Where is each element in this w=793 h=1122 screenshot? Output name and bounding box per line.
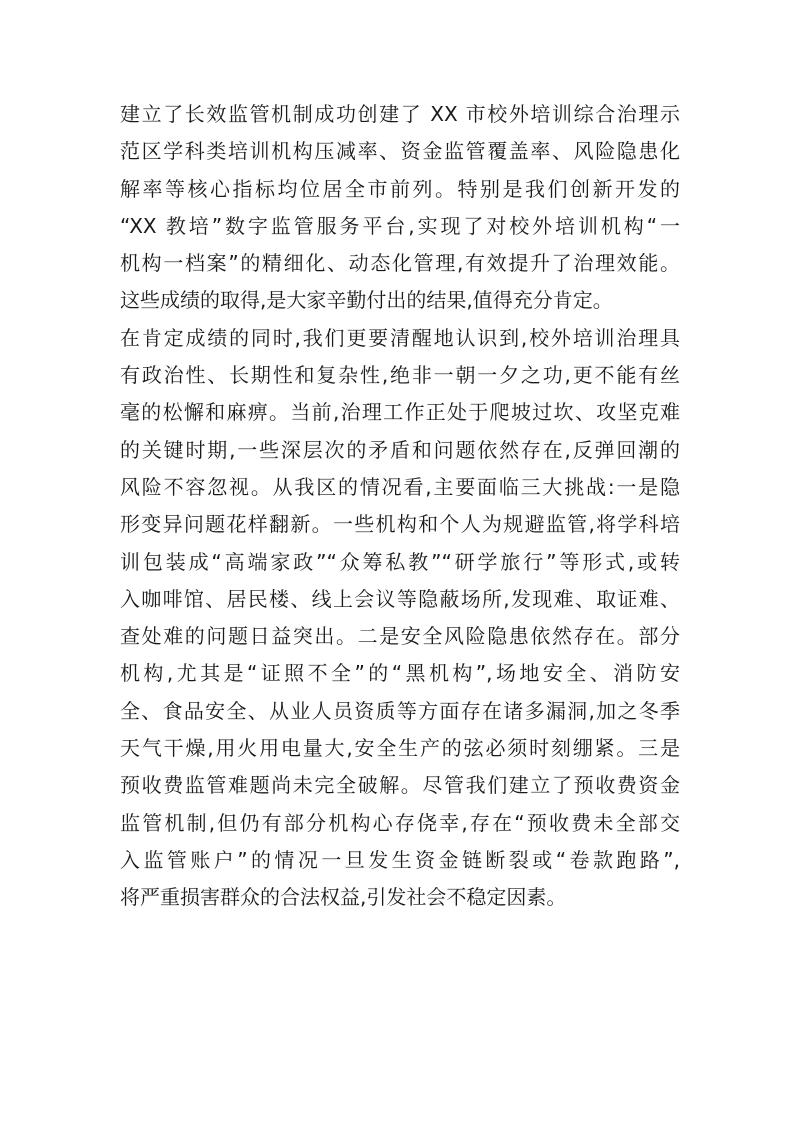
text-line: 预收费监管难题尚未完全破解。尽管我们建立了预收费资金 [120, 773, 680, 798]
text-line: 形变异问题花样翻新。一些机构和个人为规避监管,将学科培 [120, 512, 680, 537]
text-line: 全、食品安全、从业人员资质等方面存在诸多漏洞,加之冬季 [120, 698, 680, 723]
text-line: 机构,尤其是“证照不全”的“黑机构”,场地安全、消防安 [120, 661, 680, 686]
text-line: 有政治性、长期性和复杂性,绝非一朝一夕之功,更不能有丝 [120, 363, 680, 388]
text-line: 机构一档案”的精细化、动态化管理,有效提升了治理效能。 [120, 251, 680, 276]
text-line: 将严重损害群众的合法权益,引发社会不稳定因素。 [120, 885, 567, 910]
text-line: 监管机制,但仍有部分机构心存侥幸,存在“预收费未全部交 [120, 810, 680, 835]
text-line: 天气干燥,用火用电量大,安全生产的弦必须时刻绷紧。三是 [120, 736, 680, 761]
text-line: 查处难的问题日益突出。二是安全风险隐患依然存在。部分 [120, 624, 680, 649]
text-line: 这些成绩的取得,是大家辛勤付出的结果,值得充分肯定。 [120, 288, 613, 313]
text-line: 入监管账户”的情况一旦发生资金链断裂或“卷款跑路”, [120, 847, 680, 872]
text-line: 入咖啡馆、居民楼、线上会议等隐蔽场所,发现难、取证难、 [120, 586, 680, 611]
text-line: 建立了长效监管机制成功创建了 XX 市校外培训综合治理示 [120, 102, 680, 126]
body-text [120, 96, 680, 917]
text-line: 毫的松懈和麻痹。当前,治理工作正处于爬坡过坎、攻坚克难 [120, 400, 680, 425]
text-line: 风险不容忽视。从我区的情况看,主要面临三大挑战:一是隐 [120, 474, 680, 499]
text-line: 的关键时期,一些深层次的矛盾和问题依然存在,反弹回潮的 [120, 437, 680, 462]
text-line: 范区学科类培训机构压减率、资金监管覆盖率、风险隐患化 [120, 139, 680, 164]
text-line: “XX 教培”数字监管服务平台,实现了对校外培训机构“一 [120, 213, 680, 238]
text-line: 在肯定成绩的同时,我们更要清醒地认识到,校外培训治理具 [120, 325, 680, 350]
text-line: 训包装成“高端家政”“众筹私教”“研学旅行”等形式,或转 [120, 549, 680, 574]
text-line: 解率等核心指标均位居全市前列。特别是我们创新开发的 [120, 176, 680, 201]
